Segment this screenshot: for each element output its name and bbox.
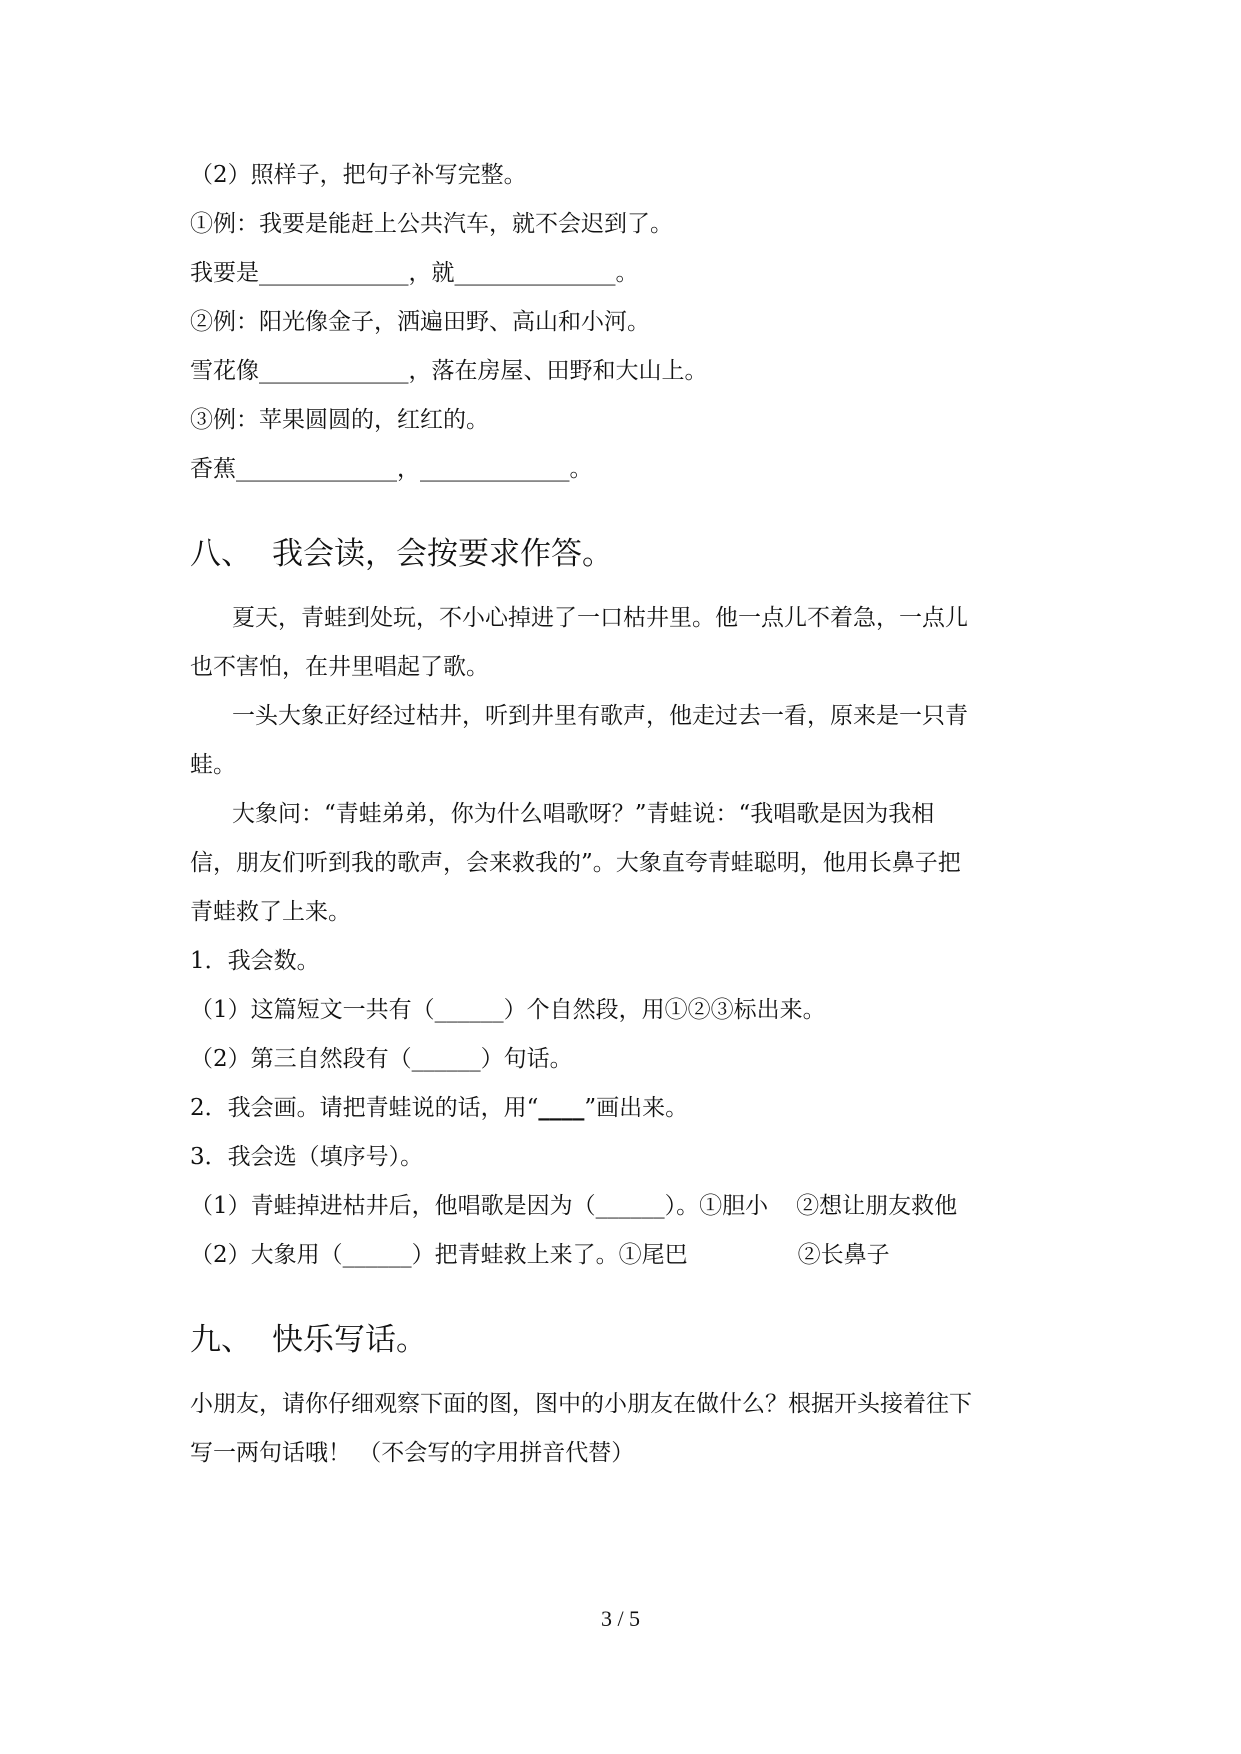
example-sentence-1: ①例：我要是能赶上公共汽车，就不会迟到了。	[190, 211, 673, 237]
question-3-1-stem: （1）青蛙掉进枯井后，他唱歌是因为（______）。①胆小	[190, 1193, 769, 1219]
underline-mark: ____	[538, 1094, 585, 1121]
section-9-title: 快乐写话。	[272, 1322, 427, 1358]
example-sentence-2: ②例：阳光像金子，洒遍田野、高山和小河。	[190, 309, 650, 335]
section-9-heading	[190, 1320, 427, 1360]
writing-prompt-line-2: 写一两句话哦！ （不会写的字用拼音代替）	[190, 1440, 635, 1466]
reading-paragraph-1-line-2: 也不害怕，在井里唱起了歌。	[190, 654, 489, 680]
question-3: 3．我会选（填序号）。	[190, 1144, 424, 1170]
question-3-1-option-2: ②想让朋友救他	[796, 1193, 958, 1219]
question-3-2	[190, 1240, 890, 1270]
question-1-2: （2）第三自然段有（______）句话。	[190, 1046, 573, 1072]
question-2-prefix: 2．我会画。请把青蛙说的话，用“	[190, 1095, 539, 1121]
section-8-number: 八、	[190, 536, 252, 572]
question-2-suffix: ”画出来。	[584, 1095, 689, 1121]
question-3-2-stem: （2）大象用（______）把青蛙救上来了。①尾巴	[190, 1242, 688, 1268]
fill-blank-sentence-3: 香蕉______________，_____________。	[190, 456, 593, 482]
fill-blank-sentence-1: 我要是_____________，就______________。	[190, 260, 639, 286]
example-sentence-3: ③例：苹果圆圆的，红红的。	[190, 407, 489, 433]
reading-paragraph-3-line-2: 信，朋友们听到我的歌声，会来救我的”。大象直夸青蛙聪明，他用长鼻子把	[190, 850, 961, 876]
reading-paragraph-1-line-1: 夏天，青蛙到处玩，不小心掉进了一口枯井里。他一点儿不着急，一点儿	[232, 605, 968, 631]
reading-paragraph-2-line-2: 蛙。	[190, 752, 236, 778]
reading-paragraph-3-line-1: 大象问：“青蛙弟弟，你为什么唱歌呀？”青蛙说：“我唱歌是因为我相	[232, 801, 935, 827]
section-9-number: 九、	[190, 1322, 252, 1358]
page-number: 3 / 5	[600, 1606, 641, 1631]
sub-question-title: （2）照样子，把句子补写完整。	[190, 162, 527, 188]
question-3-1	[190, 1191, 957, 1221]
question-3-2-option-2: ②长鼻子	[797, 1242, 890, 1268]
question-1: 1．我会数。	[190, 948, 320, 974]
fill-blank-sentence-2: 雪花像_____________，落在房屋、田野和大山上。	[190, 358, 708, 384]
writing-prompt-line-1: 小朋友，请你仔细观察下面的图，图中的小朋友在做什么？根据开头接着往下	[190, 1391, 972, 1417]
reading-paragraph-2-line-1: 一头大象正好经过枯井，听到井里有歌声，他走过去一看，原来是一只青	[232, 703, 968, 729]
section-8-title: 我会读，会按要求作答。	[272, 536, 613, 572]
question-2	[190, 1093, 688, 1123]
reading-paragraph-3-line-3: 青蛙救了上来。	[190, 899, 351, 925]
question-1-1: （1）这篇短文一共有（______）个自然段，用①②③标出来。	[190, 997, 826, 1023]
section-8-heading	[190, 534, 613, 574]
